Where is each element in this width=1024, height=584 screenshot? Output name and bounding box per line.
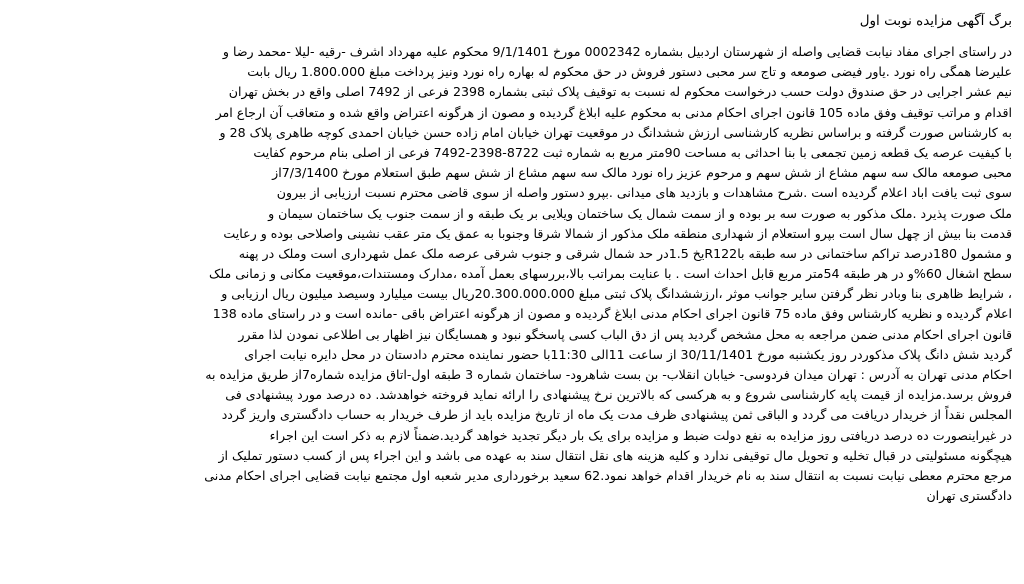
notice-line: مرجع محترم معطی نیابت نسبت به انتقال سند به نام خریدار اقدام خواهد نمود.62 سعید برخورداری مدیر شعبه اول مجتمع نیابت قضایی اجرای احکام مدنی bbox=[204, 467, 1012, 483]
notice-line: گردید شش دانگ پلاک مذکوردر روز یکشنبه مورخ 30/11/1401 از ساعت 11الی 11:30با حضور نماینده محترم دادستان در محل دایره نیابت اجرای bbox=[244, 346, 1012, 362]
notice-line: محبی صومعه مالک سه سهم مشاع از شش سهم و مرحوم عزیز راه نورد مالک سه سهم مشاع از شش سهم طبق استعلام مورخ 7/3/1400از bbox=[272, 165, 1012, 181]
notice-line: المجلس نقداً از خریدار دریافت می گردد و الباقی ثمن پیشنهادی ظرف مدت یک ماه از تاریخ مزایده باید از طرف خریدار به حساب دادگستری واریز گردد bbox=[221, 407, 1012, 423]
notice-line: سطح اشغال 60%و در هر طبقه 54متر مربع قابل احداث است . با عنایت بمراتب بالا،بررسهای بعمل آمده ،مدارک ومستندات،موقعیت مکانی و زمانی ملک bbox=[209, 266, 1012, 282]
notice-line: ، شرایط ظاهری بنا وبادر نظر گرفتن سایر جوانب موثر ،ارزششدانگ پلاک ثبتی مبلغ 20.300.000.000ریال بیست میلیارد وسیصد میلیون ریال ارزیابی و bbox=[221, 286, 1012, 302]
notice-line: فروش برسد.مزایده از قیمت پایه کارشناسی شروع و به هرکسی که بالاترین نرخ پیشنهادی را ارائه نماید فروخته خواهدشد. ده درصد مورد پیشنهادی فی bbox=[225, 387, 1012, 403]
notice-line: نیم عشر اجرایی در حق صندوق دولت حسب درخواست محکوم له نسبت به توقیف پلاک ثبتی بشماره 2398 فرعی از 7492 اصلی واقع در بخش تهران bbox=[228, 84, 1012, 100]
notice-line: و مشمول 180درصد تراکم ساختمانی در سه طبقه باR122یخ 1.5در حد شمال شرقی و جنوب شرقی عرصه ملک عمل شهرداری است وملک در پهنه bbox=[238, 245, 1012, 261]
notice-line: در غیراینصورت ده درصد دریافتی روز مزایده به نفع دولت ضبط و مزایده برای یک بار دیگر تجدید خواهد گردید.ضمناً لازم به ذکر است این اجراء bbox=[269, 427, 1012, 443]
notice-line: قدمت بنا بیش از چهل سال است بپرو استعلام از شهداری منطقه ملک مذکور از شمالا شرقا وجنوبا به عمق یک متر عقب نشینی واصلاحی بوده و رعایت bbox=[223, 225, 1012, 241]
notice-line: ملک صورت پذیرد .ملک مذکور به صورت سه بر بوده و از سمت شمال یک ساختمان ویلایی بر یک طبقه و از سمت جنوب یک ساختمان سیمان و bbox=[268, 205, 1012, 221]
notice-line: احکام مدنی تهران به آدرس : تهران میدان فردوسی- خیابان انقلاب- بن بست شاهرود- ساختمان شماره 3 طبقه اول-اتاق مزایده شماره7از طریق مزایده به bbox=[205, 367, 1012, 382]
notice-line: دادگستری تهران bbox=[926, 488, 1012, 504]
notice-line: سوی ثبت یافت اباد اعلام گردیده است .شرح مشاهدات و بازدید های میدانی .بپرو دستور واصله از سوی قاضی محترم نسبت ارزیابی از بیرون bbox=[276, 185, 1012, 201]
notice-line: به کارشناس صورت گرفته و براساس نظریه کارشناسی ارزش ششدانگ در موقعیت تهران خیابان امام زاده حسن خیابان احمدی کوچه طاهری پلاک 28 و bbox=[219, 124, 1012, 140]
notice-body bbox=[8, 42, 1012, 506]
notice-line: علیرضا همگی راه نورد .یاور فیضی صومعه و تاج سر محبی دستور فروش در حق محکوم له بهاره راه نورد ونیز پرداخت مبلغ 1.800.000 ریال بابت bbox=[247, 64, 1012, 80]
notice-line: قانون اجرای احکام مدنی ضمن مراجعه به محل مشخص گردید پس از دق الباب کسی پاسخگو نبود و همسایگان نیز اظهار بی اطلاعی نمودن لذا مقرر bbox=[238, 326, 1012, 342]
notice-line: اعلام گردیده و نظریه کارشناس وفق ماده 75 قانون اجرای احکام مدنی ابلاغ گردیده و مصون از هرگونه اعتراض باقی -مانده است و در راستای ماده 138 bbox=[212, 306, 1012, 322]
notice-line: با کیفیت عرصه یک قطعه زمین تجمعی با بنا احداثی به مساحت 90متر مربع به شماره ثبت 8722-2398-7492 فرعی از اصلی بنام مرحوم کفایت bbox=[253, 144, 1012, 160]
notice-line: هیچگونه مسئولیتی در قبال تخلیه و تحویل مال توقیفی ندارد و کلیه هزینه های نقل انتقال سند به عهده می باشد و این اجراء پس از کسب دستور تملیک از bbox=[218, 447, 1012, 463]
notice-title: برگ آگهی مزایده نوبت اول bbox=[859, 13, 1012, 29]
notice-line: در راستای اجرای مفاد نیابت قضایی واصله از شهرستان اردبیل بشماره 0002342 مورخ 9/1/1401 محکوم علیه مهرداد اشرف -رقیه -لیلا -محمد رضا و bbox=[222, 44, 1012, 59]
notice-line: اقدام و مراتب توقیف وفق ماده 105 قانون اجرای احکام مدنی به محکوم علیه ابلاغ گردیده و مصون از هرگونه اعتراض واقع شده و متعاقب آن ارجاع امر bbox=[215, 104, 1012, 120]
